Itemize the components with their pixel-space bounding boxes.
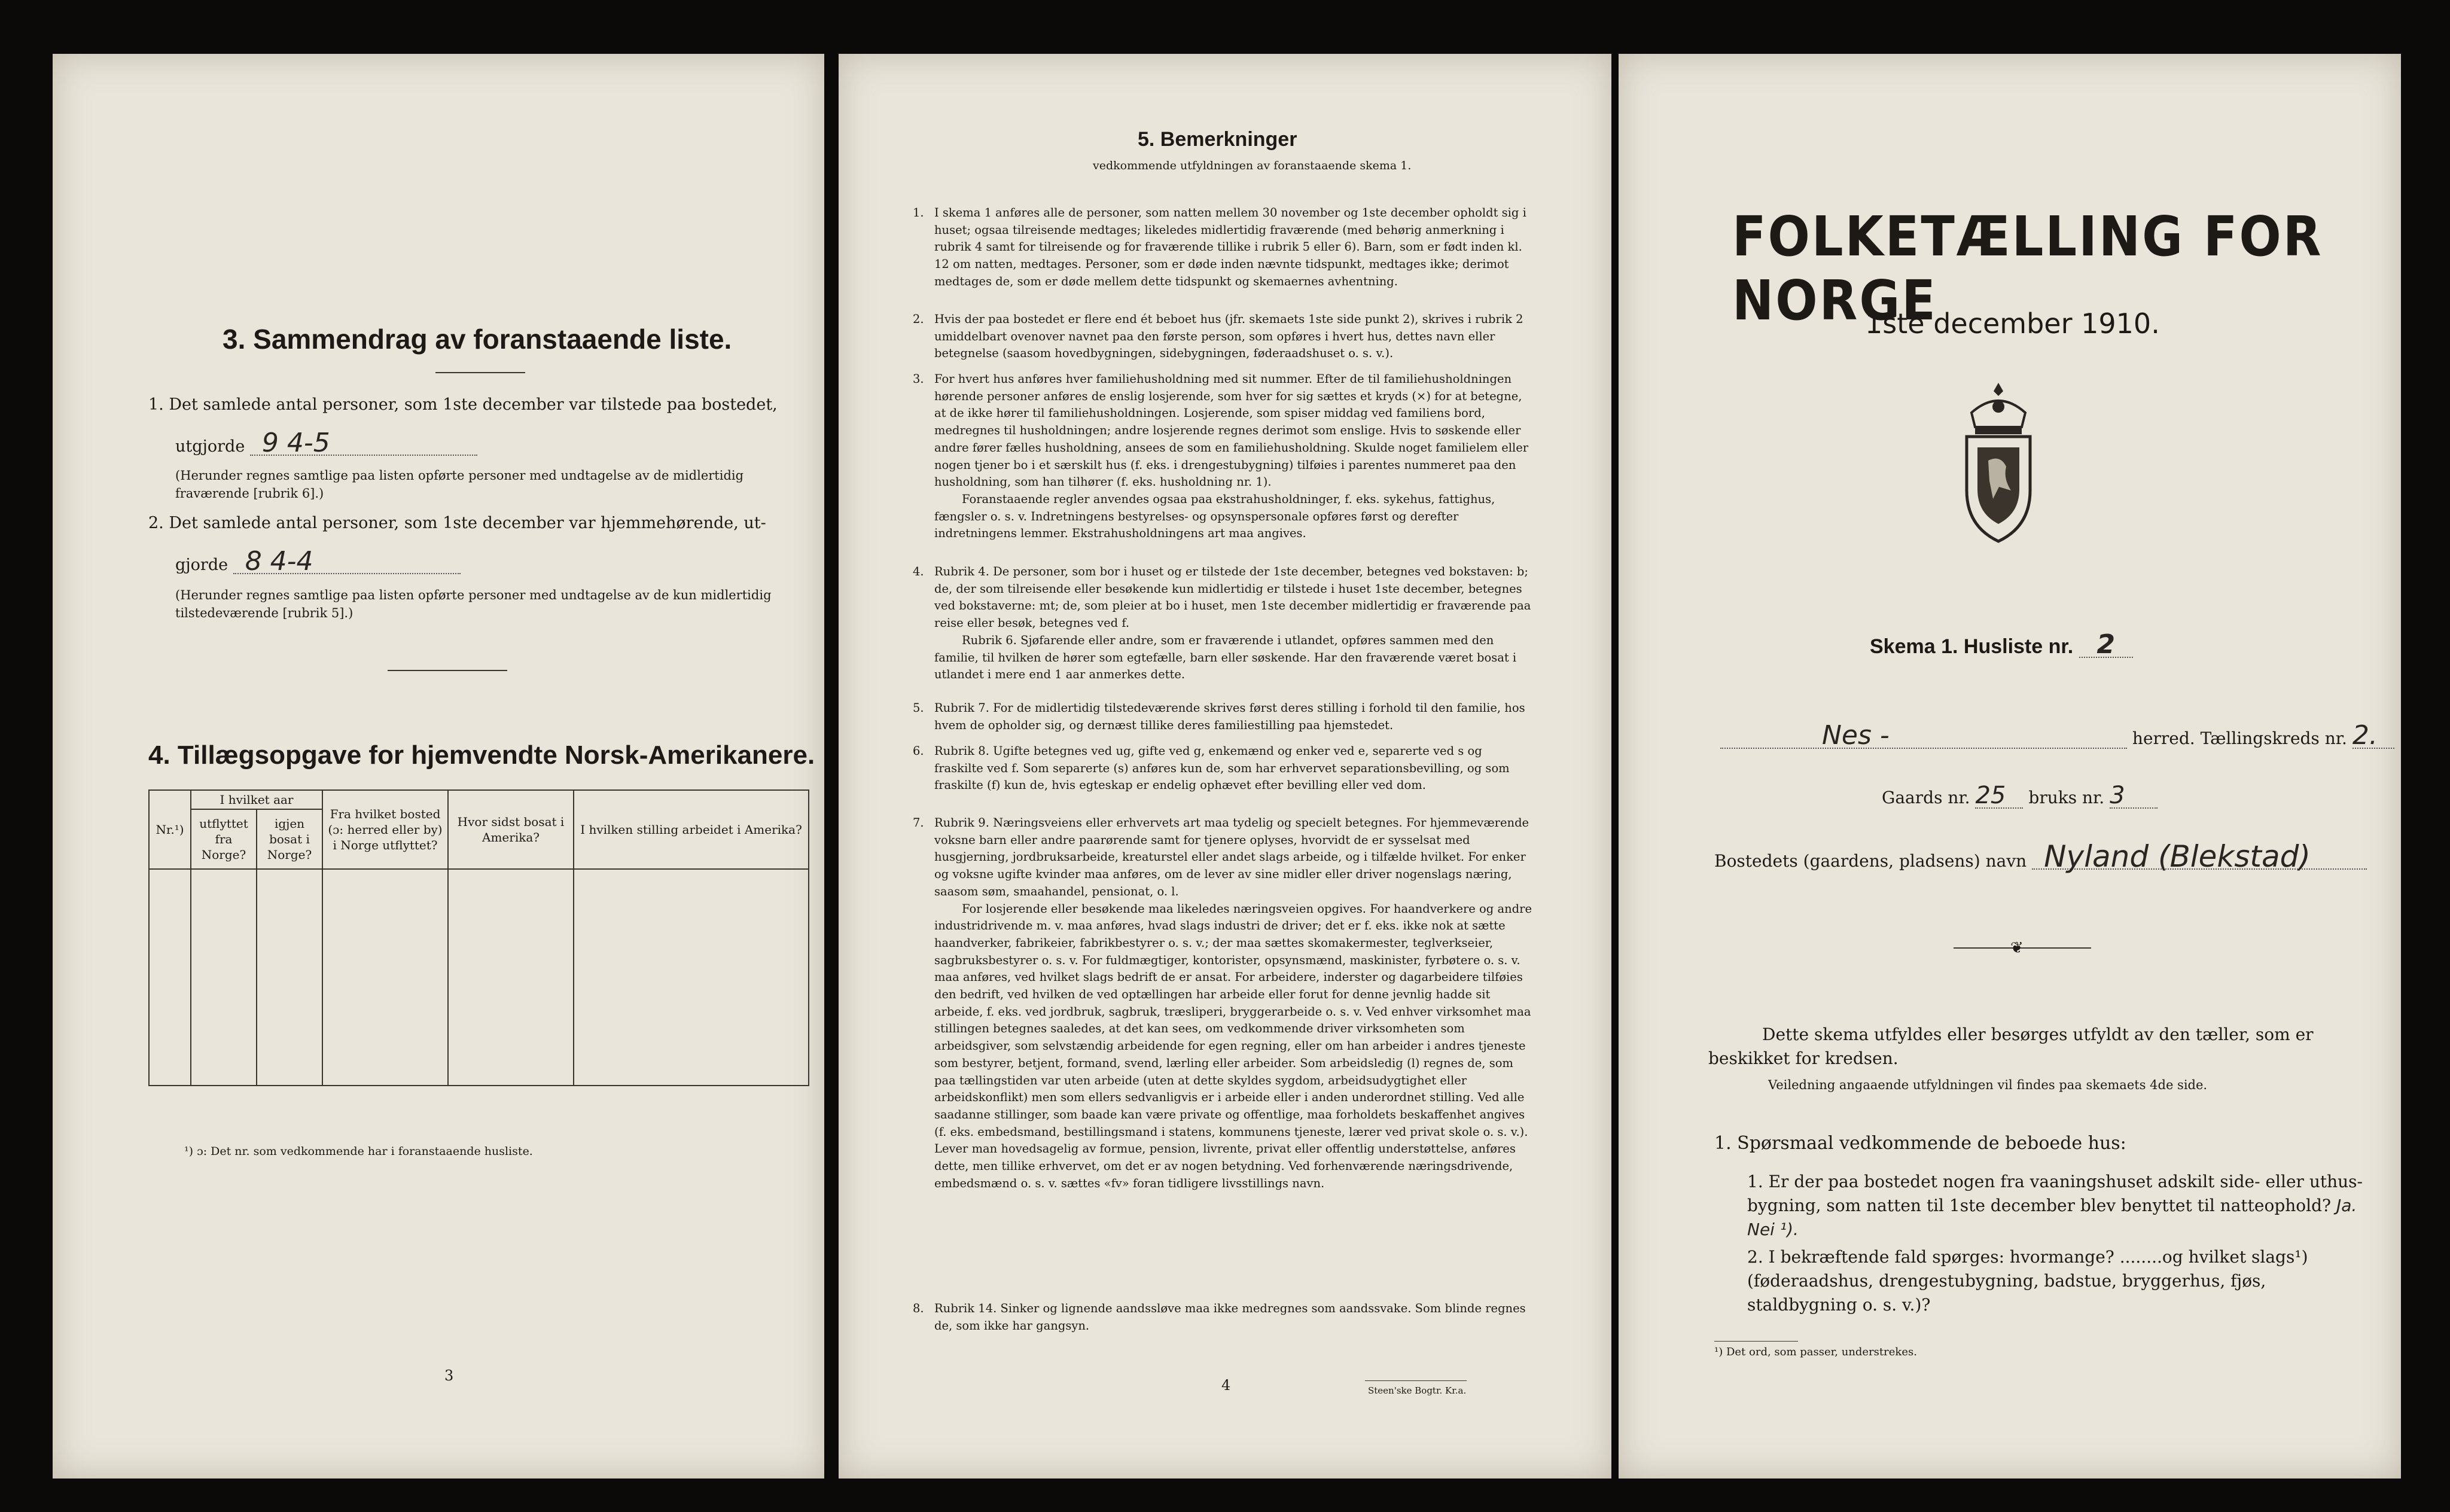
ornament-icon: ❦ (2010, 939, 2024, 957)
item1-label: utgjorde (175, 437, 245, 456)
remark-item-5: 5. Rubrik 7. For de midlertidig tilstedeværende skrives først deres stilling i forhold til den familie, hos hvem de opholder sig, og dernæst tillike deres familiestilling paa hjemstedet. (913, 701, 1525, 732)
item2-note: (Herunder regnes samtlige paa listen opførte personer med undtagelse av de kun midlertidig tilstedeværende [rubrik 5].) (175, 588, 772, 620)
table-row (149, 999, 809, 1042)
table-row (149, 956, 809, 999)
col-utflyttet: utflyttet fra Norge? (191, 809, 257, 869)
kreds-value: 2. (2353, 724, 2394, 749)
census-date: 1ste december 1910. (1865, 307, 2160, 340)
gaards-label: Gaards nr. (1882, 788, 1970, 807)
table-row (149, 913, 809, 956)
item1-text: 1. Det samlede antal personer, som 1ste december var tilstede paa bostedet, (148, 395, 778, 414)
remark-item-1: 1. I skema 1 anføres alle de personer, som natten mellem 30 november og 1ste december opholdt sig i huset; ogsaa tilreisende medtages; likeledes midlertidig fraværende (med behørig anmerkning i rubrik 4 samt for tilreisende og for fraværende tillike i rubrik 5 eller 6). Barn, som er født inden kl. 12 om natten, medtages. Personer, som er døde inden nævnte tidspunkt, medtages ikke; derimot medtages de, som er døde mellem dette tidspunkt og skemaernes avhentning. (913, 206, 1526, 288)
norsk-amerikaner-table (148, 789, 809, 1086)
item2-value: 8 4-4 (233, 550, 461, 574)
footnote: ¹) ɔ: Det nr. som vedkommende har i foranstaaende husliste. (184, 1145, 533, 1158)
divider (435, 372, 525, 373)
printer-mark: Steen'ske Bogtr. Kr.a. (1368, 1385, 1467, 1396)
col-sidst-bosat: Hvor sidst bosat i Amerika? (448, 790, 574, 869)
page-number: 3 (444, 1367, 454, 1384)
section3-title: 3. Sammendrag av foranstaaende liste. (223, 324, 732, 355)
section4-title: 4. Tillægsopgave for hjemvendte Norsk-Amerikanere. (148, 740, 815, 770)
table-row (149, 869, 809, 913)
item1-value: 9 4-5 (250, 432, 477, 456)
census-title: FOLKETÆLLING FOR NORGE (1732, 205, 2323, 333)
instruction-note: Veiledning angaaende utfyldningen vil findes paa skemaets 4de side. (1768, 1078, 2208, 1092)
instruction-text: Dette skema utfyldes eller besørges utfyldt av den tæller, som er beskikket for kredsen. (1708, 1025, 2314, 1068)
husliste-number: 2 (2079, 633, 2133, 658)
bruks-value: 3 (2110, 784, 2158, 809)
divider (1365, 1380, 1467, 1381)
coat-of-arms-icon (1954, 377, 2043, 550)
bosted-label: Bostedets (gaardens, pladsens) navn (1714, 851, 2027, 871)
question-2: 2. I bekræftende fald spørges: hvormange? ........og hvilket slags¹) (føderaadshus, drengestubygning, badstue, bryggerhus, fjøs, staldbygning o. s. v.)? (1747, 1247, 2308, 1315)
col-igjen: igjen bosat i Norge? (257, 809, 322, 869)
item2-text: 2. Det samlede antal personer, som 1ste december var hjemmehørende, ut- (148, 514, 766, 532)
footnote: ¹) Det ord, som passer, understrekes. (1714, 1346, 1917, 1358)
remark-item-7: 7. Rubrik 9. Næringsveiens eller erhvervets art maa tydelig og specielt betegnes. For hjemmeværende voksne barn eller andre paarørende samt for tjenere oplyses, hvorvidt de er sysselsat med husgjerning, jordbruksarbeide, kreaturstel eller andet slags arbeide, og i tilfælde hvilket. For enker og voksne ugifte kvinder maa anføres, om de lever av sine midler eller driver nogenslags næring, saasom søm, smaahandel, pensionat, o. l. For losjerende eller besøkende maa likeledes næringsveien opgives. For haandverkere og andre industridrivende m. v. maa anføres, hvad slags industri de driver; det er f. eks. ikke nok at sætte haandverker, fabrikeier, fabrikbestyrer o. s. v.; der maa sættes skomakermester, teglverkseier, sagbruksbestyrer o. s. v. For fuldmægtiger, kontorister, opsynsmænd, maskinister, fyrbøtere o. s. v. maa anføres, ved hvilket slags bedrift de er ansat. For arbeidere, inderster og dagarbeidere tilføies den bedrift, ved hvilken de ved optællingen har arbeide eller forut for denne jevnlig hadde sit arbeide, f. eks. ved jordbruk, sagbruk, træsliperi, bryggerarbeide o. s. v. Ved enhver virksomhet maa stillingen betegnes saaledes, at det kan sees, om vedkommende driver virksomheten som arbeidsgiver, som selvstændig arbeidende for egen regning, eller om han arbeider i andres tjeneste som bestyrer, betjent, formand, svend, lærling eller arbeider. Som arbeidsledig (l) regnes de, som paa tællingstiden var uten arbeide (uten at dette skyldes sygdom, arbeidsudygtighet eller arbeidskonflikt) men som ellers sedvanligvis er i arbeide eller i anden underordnet stilling. Ved alle saadanne stillinger, som baade kan være private og offentlige, maa forholdets beskaffenhet angives (f. eks. embedsmand, bestillingsmand i statens, kommunens tjeneste, lærer ved privat skole o. s. v.). Lever man hovedsagelig av formue, pension, livrente, privat eller offentlig understøttelse, anføres dette, men tillike erhvervet, om det er av nogen betydning. Ved forhenværende næringsdrivende, embedsmænd o. s. v. sættes «fv» foran tidligere livsstillings navn. (913, 816, 1532, 1190)
question-1-answer: Ja. Nei ¹). (1747, 1196, 2357, 1239)
remark-item-8: 8. Rubrik 14. Sinker og lignende aandssløve maa ikke medregnes som aandssvake. Som blinde regnes de, som ikke har gangsyn. (913, 1301, 1526, 1333)
col-stilling: I hvilken stilling arbeidet i Amerika? (574, 790, 809, 869)
remark-item-2: 2. Hvis der paa bostedet er flere end ét beboet hus (jfr. skemaets 1ste side punkt 2), skrives i rubrik 2 umiddelbart ovenover navnet paa den første person, som opføres i hvert hus, dettes navn eller betegnelse (saasom hovedbygningen, sidebygningen, føderaadshuset o. s. v.). (913, 312, 1523, 361)
remark-item-3: 3. For hvert hus anføres hver familiehusholdning med sit nummer. Efter de til familiehusholdningen hørende personer anføres de enslig losjerende, som hver for sig sættes et kryds (×) for at betegne, at de ikke hører til familiehusholdningen. Losjerende, som spiser middag ved familiens bord, medregnes til husholdningen; andre losjerende regnes derimot som enslige. Hvis to søskende eller andre fører fælles husholdning, ansees de som en familiehusholdning. Skulde noget familielem eller nogen tjener bo i et særskilt hus (f. eks. i drengestubygning) tilføies i parentes nummeret paa den husholdning, som han tilhører (f. eks. husholdning nr. 1). Foranstaaende regler anvendes ogsaa paa ekstrahusholdninger, f. eks. sykehus, fattighus, fængsler o. s. v. Indretningens bestyrelses- og opsynspersonale opføres først og derefter indretningens lemmer. Ekstrahusholdningens art maa angives. (913, 372, 1529, 541)
page-4 (839, 54, 1611, 1479)
item2-label: gjorde (175, 556, 228, 574)
remark-item-6: 6. Rubrik 8. Ugifte betegnes ved ug, gifte ved g, enkemænd og enker ved e, separerte ved s og fraskilte ved f. Som separerte (s) anføres kun de, som har erhvervet separationsbevilling, og som fraskilte (f) kun de, hvis egteskap er endelig ophævet efter bevilling eller ved dom. (913, 744, 1510, 792)
question-1: 1. Er der paa bostedet nogen fra vaaningshuset adskilt side- eller uthus-bygning, som natten til 1ste december blev benyttet til natteophold? (1747, 1172, 2363, 1215)
divider (1714, 1341, 1798, 1342)
page-1 (1619, 54, 2401, 1479)
divider (388, 670, 507, 671)
item1-note: (Herunder regnes samtlige paa listen opførte personer med undtagelse av de midlertidig fraværende [rubrik 6].) (175, 468, 744, 501)
page-number: 4 (1221, 1377, 1231, 1394)
gaards-value: 25 (1975, 784, 2023, 809)
remarks-title: 5. Bemerkninger (1138, 128, 1297, 151)
bruks-label: bruks nr. (2028, 788, 2105, 807)
col-hvilket-aar: I hvilket aar (191, 790, 322, 809)
remark-item-4: 4. Rubrik 4. De personer, som bor i huset og er tilstede der 1ste december, betegnes ved bokstaven: b; de, der som tilreisende eller besøkende kun midlertidig er tilstede i huset 1ste december, betegnes ved bokstaverne: mt; de, som pleier at bo i huset, men 1ste december midlertidig er fraværende paa reise eller besøk, betegnes ved f. Rubrik 6. Sjøfarende eller andre, som er fraværende i utlandet, opføres sammen med den familie, til hvilken de hører som egtefælle, barn eller søskende. Har den fraværende været bosat i utlandet i mere end 1 aar anmerkes dette. (913, 565, 1531, 682)
col-fra-bosted: Fra hvilket bosted (ɔ: herred eller by) i Norge utflyttet? (322, 790, 448, 869)
question-title: 1. Spørsmaal vedkommende de beboede hus: (1714, 1133, 2126, 1154)
remarks-subtitle: vedkommende utfyldningen av foranstaaende skema 1. (1093, 159, 1412, 172)
herred-label: herred. Tællingskreds nr. (2132, 728, 2347, 748)
herred-value: Nes - (1720, 724, 2127, 749)
bosted-value: Nyland (Blekstad) (2032, 845, 2367, 870)
table-row (149, 1042, 809, 1086)
page-3 (53, 54, 824, 1479)
schema-label: Skema 1. Husliste nr. (1870, 635, 2074, 658)
col-nr: Nr.¹) (149, 790, 191, 869)
